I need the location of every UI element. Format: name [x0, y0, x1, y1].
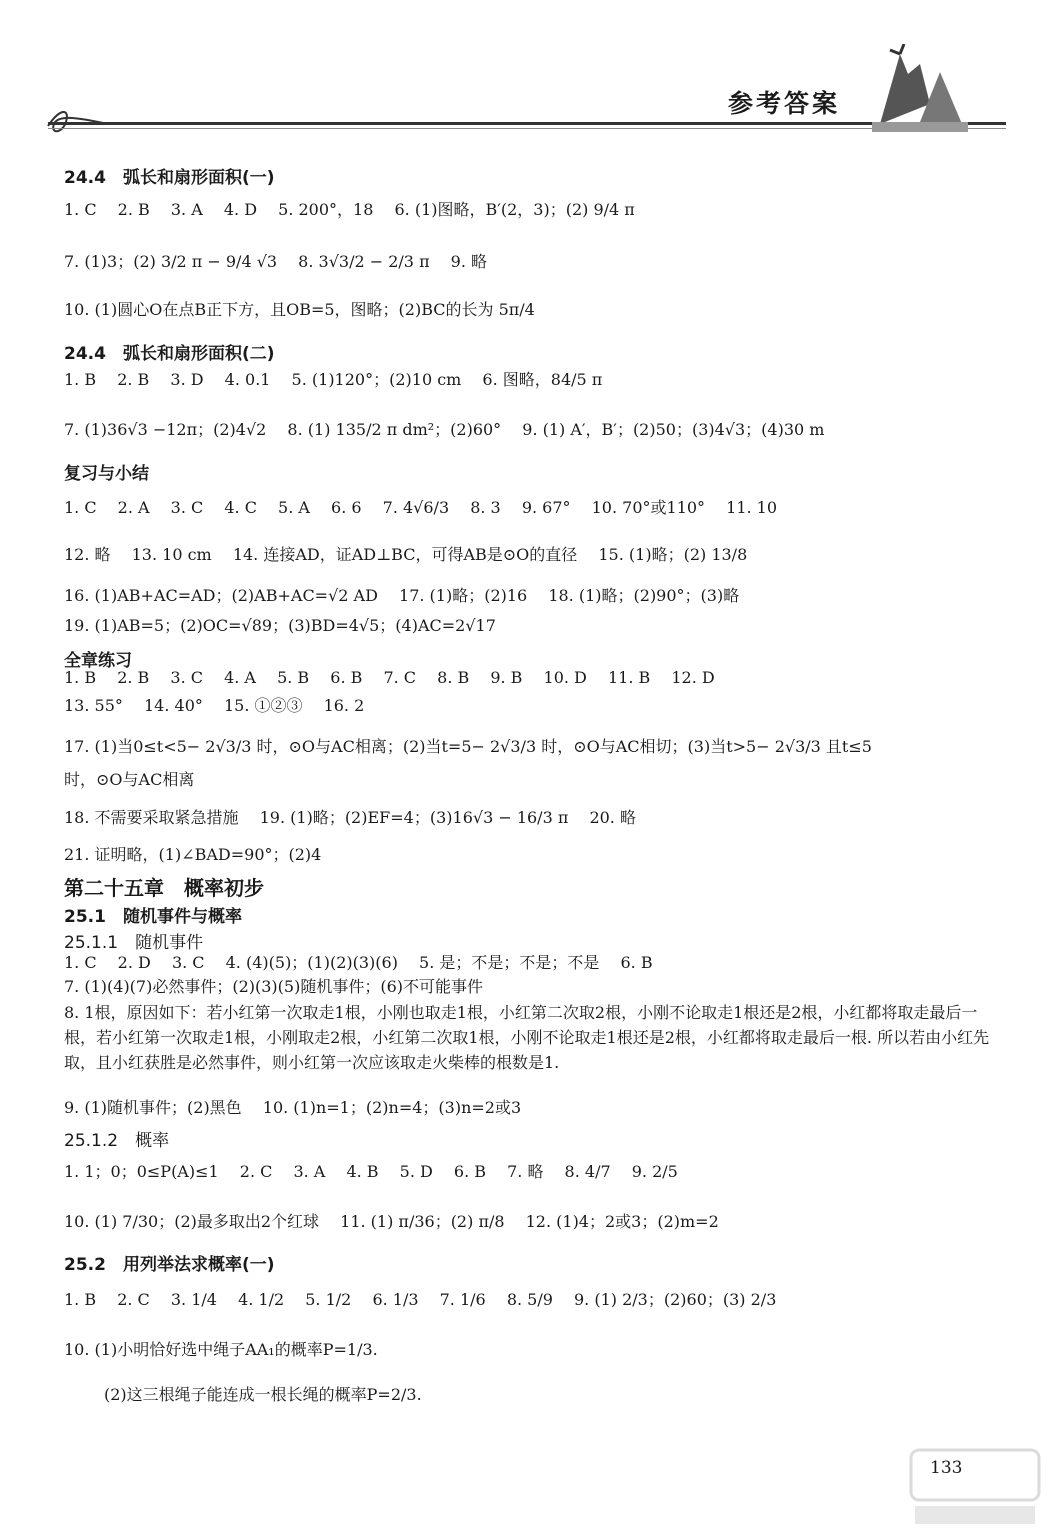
chapter-title: 第二十五章 概率初步 [64, 876, 264, 900]
section-title: 24.4 弧长和扇形面积(一) [64, 168, 275, 188]
answer-row: 1. 1；0；0≤P(A)≤1 2. C 3. A 4. B 5. D 6. B 7. 略 8. 4/7 9. 2/5 [64, 1162, 678, 1181]
answer-row: 9. (1)随机事件；(2)黑色 10. (1)n=1；(2)n=4；(3)n=2或3 [64, 1098, 522, 1117]
section-title: 24.4 弧长和扇形面积(二) [64, 344, 275, 364]
answer-row: 1. C 2. A 3. C 4. C 5. A 6. 6 7. 4√6/3 8. 3 9. 67° 10. 70°或110° 11. 10 [64, 498, 778, 517]
header-rule-thin [48, 128, 1006, 129]
answer-row: 7. (1)3；(2) 3/2 π − 9/4 √3 8. 3√3/2 − 2/3 π 9. 略 [64, 252, 488, 271]
answer-row: 19. (1)AB=5；(2)OC=√89；(3)BD=4√5；(4)AC=2√17 [64, 616, 496, 635]
answer-row: 1. C 2. D 3. C 4. (4)(5)；(1)(2)(3)(6) 5. 是；不是；不是；不是 6. B [64, 953, 653, 972]
subsection-title: 25.1.2 概率 [64, 1131, 170, 1151]
answer-row: 1. C 2. B 3. A 4. D 5. 200°，18 6. (1)图略，B′(2，3)；(2) 9/4 π [64, 200, 635, 219]
answer-row: 时，⊙O与AC相离 [64, 770, 195, 789]
answer-row: 1. B 2. C 3. 1/4 4. 1/2 5. 1/2 6. 1/3 7. 1/6 8. 5/9 9. (1) 2/3；(2)60；(3) 2/3 [64, 1290, 777, 1309]
answer-row: 17. (1)当0≤t<5− 2√3/3 时，⊙O与AC相离；(2)当t=5− 2√3/3 时，⊙O与AC相切；(3)当t>5− 2√3/3 且t≤5 [64, 737, 872, 756]
answer-row: 1. B 2. B 3. C 4. A 5. B 6. B 7. C 8. B 9. B 10. D 11. B 12. D [64, 668, 715, 687]
subsection-title: 25.1.1 随机事件 [64, 933, 204, 953]
subsection-title: 25.2 用列举法求概率(一) [64, 1255, 275, 1275]
arrow-logo-icon [870, 44, 970, 136]
answer-row: 13. 55° 14. 40° 15. ①②③ 16. 2 [64, 696, 365, 715]
answer-row: 16. (1)AB+AC=AD；(2)AB+AC=√2 AD 17. (1)略；(2)16 18. (1)略；(2)90°；(3)略 [64, 586, 740, 605]
answer-row: 10. (1) 7/30；(2)最多取出2个红球 11. (1) π/36；(2) π/8 12. (1)4；2或3；(2)m=2 [64, 1212, 719, 1231]
answer-row: 7. (1)(4)(7)必然事件；(2)(3)(5)随机事件；(6)不可能事件 [64, 977, 484, 996]
answer-row: 12. 略 13. 10 cm 14. 连接AD，证AD⊥BC，可得AB是⊙O的直径 15. (1)略；(2) 13/8 [64, 545, 748, 564]
answer-row: 10. (1)小明恰好选中绳子AA₁的概率P=1/3. [64, 1340, 378, 1359]
answer-row: 10. (1)圆心O在点B正下方，且OB=5，图略；(2)BC的长为 5π/4 [64, 300, 535, 319]
section-title: 全章练习 [64, 651, 132, 671]
header-title: 参考答案 [728, 89, 841, 118]
header-rule [48, 122, 1006, 125]
answer-row: 7. (1)36√3 −12π；(2)4√2 8. (1) 135/2 π dm²；(2)60° 9. (1) A′，B′；(2)50；(3)4√3；(4)30 m [64, 420, 825, 439]
answer-row: (2)这三根绳子能连成一根长绳的概率P=2/3. [104, 1385, 422, 1404]
answer-paragraph: 8. 1根，原因如下：若小红第一次取走1根，小刚也取走1根，小红第二次取2根，小刚不论取走1根还是2根，小红都将取走最后一根，若小红第一次取走1根，小刚取走2根，小红第二次取1根，小刚不论取走1根还是2根，小红都将取走最后一根. 所以若由小红先取，且小红获胜是必然事件，则小红第一次应该取走火柴棒的根数是1. [64, 1003, 990, 1072]
page-number: 133 [930, 1458, 963, 1478]
section-title: 复习与小结 [64, 464, 149, 484]
answer-row: 18. 不需要采取紧急措施 19. (1)略；(2)EF=4；(3)16√3 − 16/3 π 20. 略 [64, 808, 636, 827]
watermark-icon [905, 1440, 1045, 1530]
answer-row: 21. 证明略，(1)∠BAD=90°；(2)4 [64, 845, 322, 864]
subsection-title: 25.1 随机事件与概率 [64, 907, 242, 927]
answer-row: 1. B 2. B 3. D 4. 0.1 5. (1)120°；(2)10 cm 6. 图略，84/5 π [64, 370, 603, 389]
